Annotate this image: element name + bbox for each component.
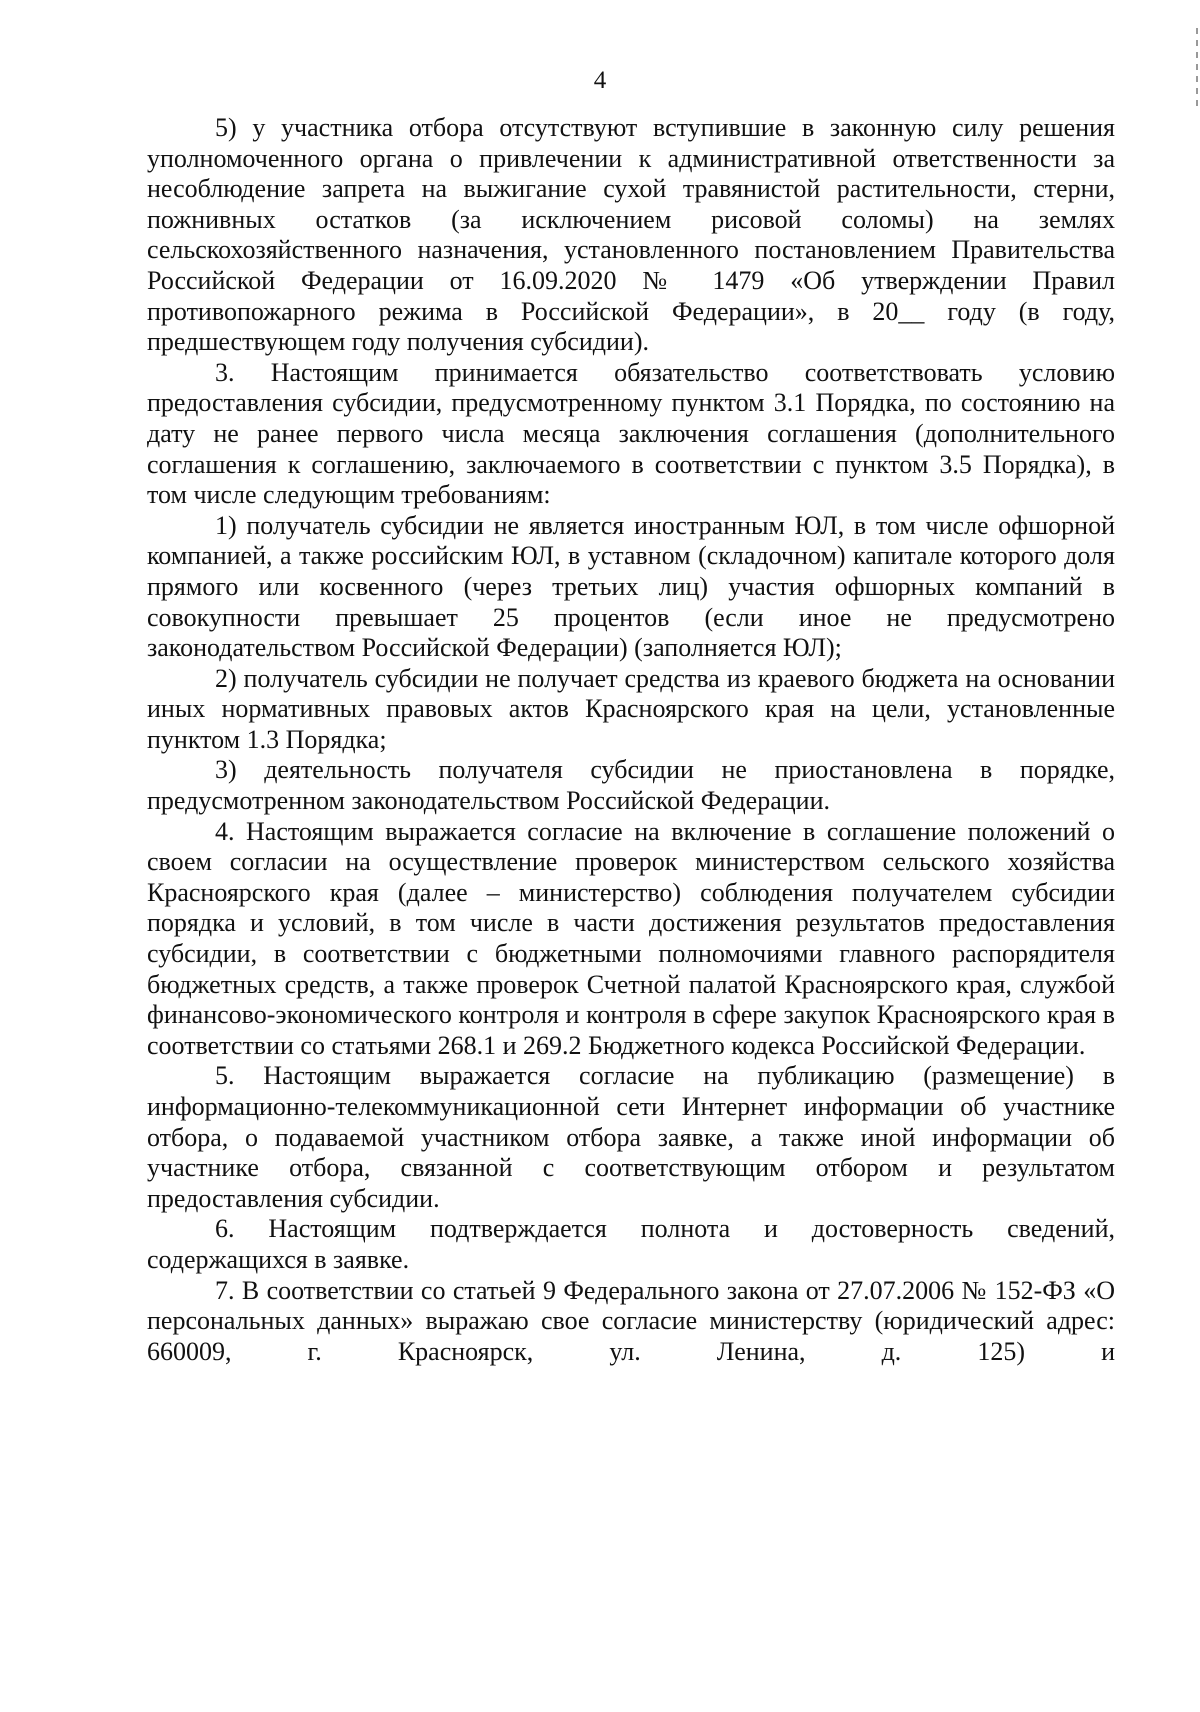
page-number: 4	[593, 67, 607, 94]
document-body	[147, 113, 1115, 1367]
paragraph-subitem-3: 3) деятельность получателя субсидии не приостановлена в порядке, предусмотренном законодательством Российской Федерации.	[147, 755, 1115, 816]
paragraph-clause-3: 3. Настоящим принимается обязательство соответствовать условию предоставления субсидии, предусмотренному пунктом 3.1 Порядка, по состоянию на дату не ранее первого числа месяца заключения соглашения (дополнительного соглашения к соглашению, заключаемого в соответствии с пунктом 3.5 Порядка), в том числе следующим требованиям:	[147, 357, 1115, 510]
paragraph-clause-7: 7. В соответствии со статьей 9 Федерального закона от 27.07.2006 № 152-ФЗ «О персональных данных» выражаю свое согласие министерству (юридический адрес: 660009, г. Красноярск, ул. Ленина, д. 125) и	[147, 1275, 1115, 1366]
paragraph-subitem-1: 1) получатель субсидии не является иностранным ЮЛ, в том числе офшорной компанией, а также российским ЮЛ, в уставном (складочном) капитале которого доля прямого или косвенного (через третьих лиц) участия офшорных компаний в совокупности превышает 25 процентов (если иное не предусмотрено законодательством Российской Федерации) (заполняется ЮЛ);	[147, 510, 1115, 663]
paragraph-item-5: 5) у участника отбора отсутствуют вступившие в законную силу решения уполномоченного органа о привлечении к административной ответственности за несоблюдение запрета на выжигание сухой травянистой растительности, стерни, пожнивных остатков (за исключением рисовой соломы) на землях сельскохозяйственного назначения, установленного постановлением Правительства Российской Федерации от 16.09.2020 № 1479 «Об утверждении Правил противопожарного режима в Российской Федерации», в 20__ году (в году, предшествующем году получения субсидии).	[147, 113, 1115, 357]
paragraph-clause-4: 4. Настоящим выражается согласие на включение в соглашение положений о своем согласии на осуществление проверок министерством сельского хозяйства Красноярского края (далее – министерство) соблюдения получателем субсидии порядка и условий, в том числе в части достижения результатов предоставления субсидии, в соответствии с бюджетными полномочиями главного распорядителя бюджетных средств, а также проверок Счетной палатой Красноярского края, службой финансово-экономического контроля и контроля в сфере закупок Красноярского края в соответствии со статьями 268.1 и 269.2 Бюджетного кодекса Российской Федерации.	[147, 816, 1115, 1060]
paragraph-subitem-2: 2) получатель субсидии не получает средства из краевого бюджета на основании иных нормативных правовых актов Красноярского края на цели, установленные пунктом 1.3 Порядка;	[147, 663, 1115, 754]
paragraph-clause-5: 5. Настоящим выражается согласие на публикацию (размещение) в информационно-телекоммуникационной сети Интернет информации об участнике отбора, о подаваемой участником отбора заявке, а также иной информации об участнике отбора, связанной с соответствующим отбором и результатом предоставления субсидии.	[147, 1061, 1115, 1213]
paragraph-clause-6: 6. Настоящим подтверждается полнота и достоверность сведений, содержащихся в заявке.	[147, 1214, 1115, 1274]
